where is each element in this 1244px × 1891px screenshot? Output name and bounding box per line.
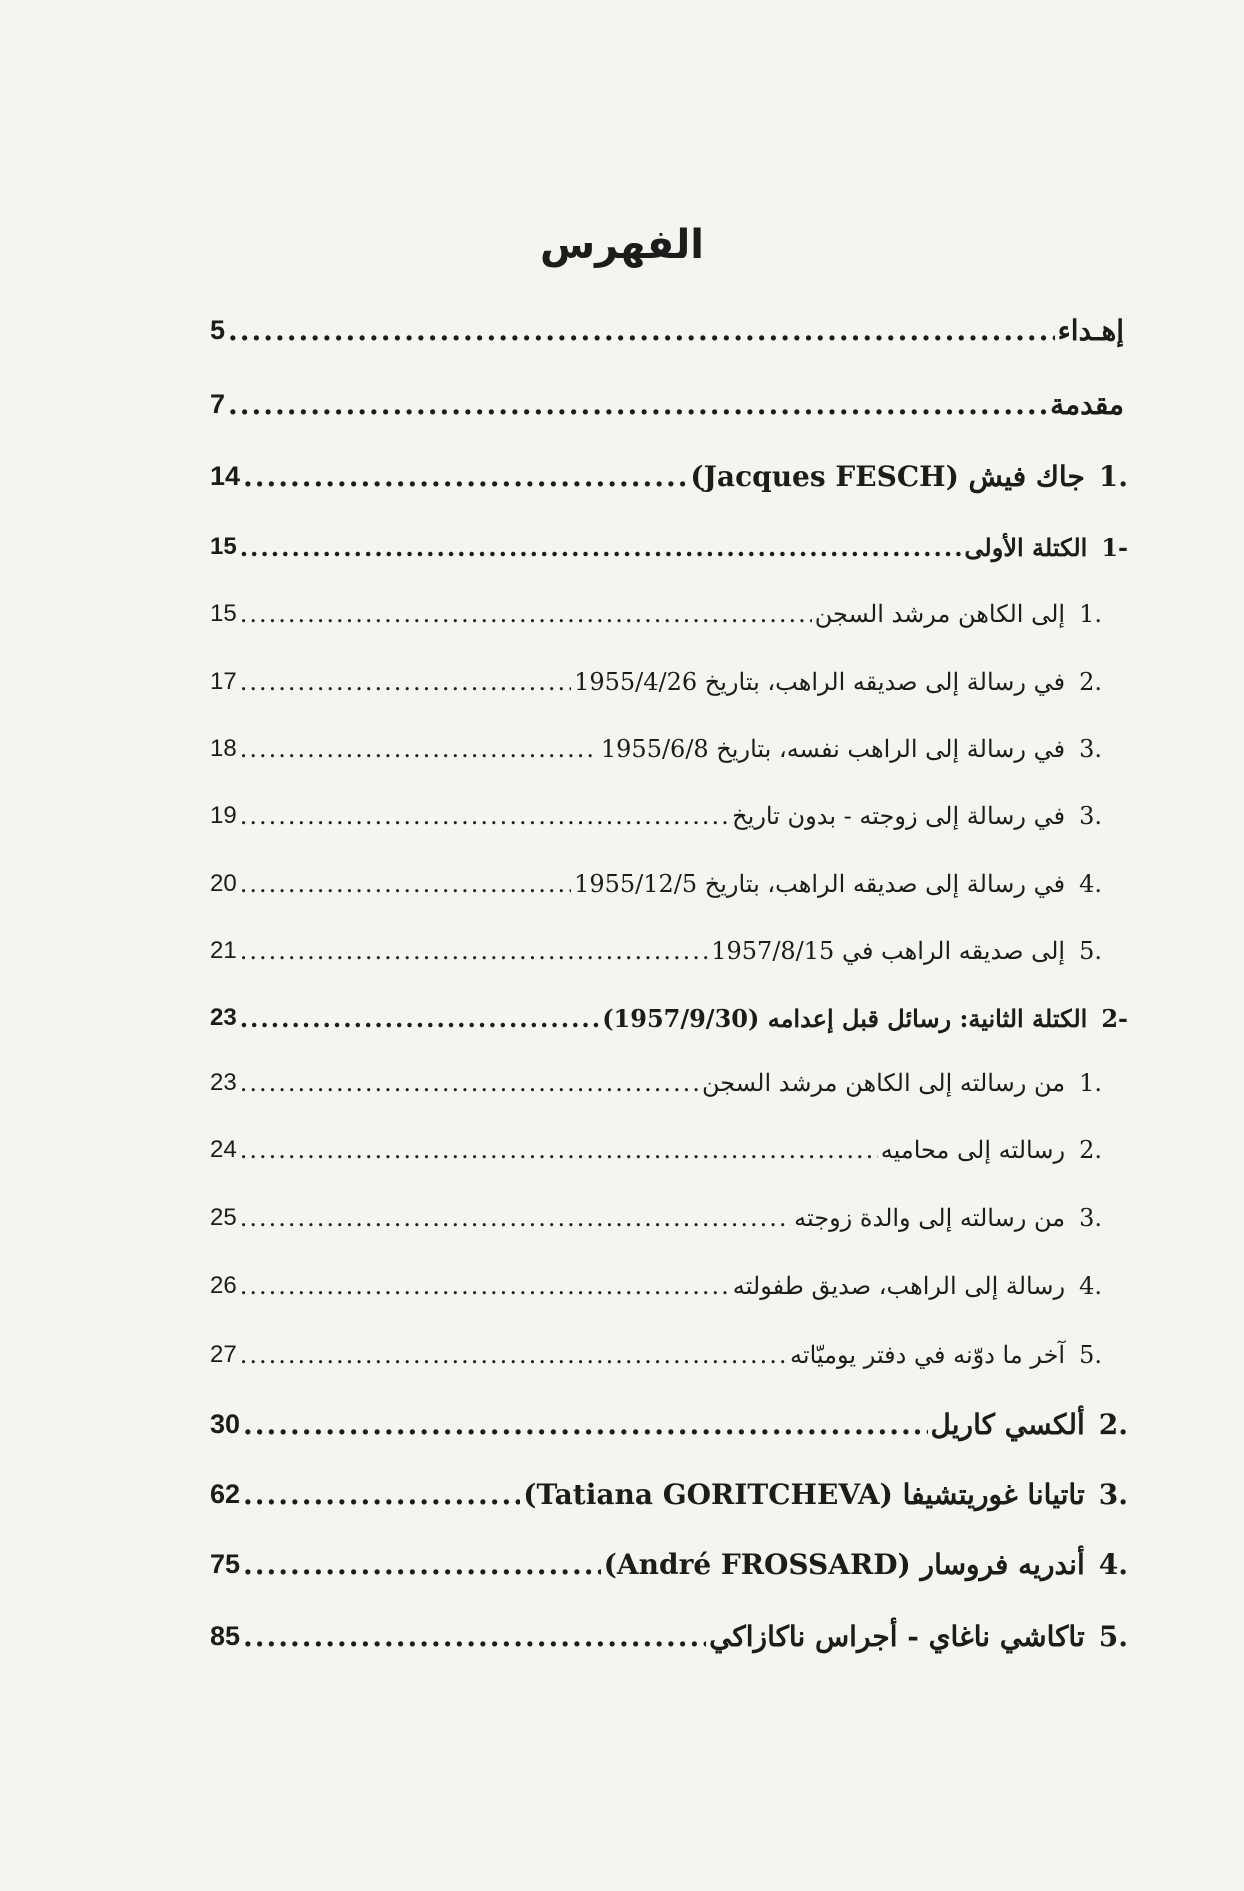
toc-entry bbox=[210, 1616, 1128, 1656]
toc-leader-dots bbox=[240, 1341, 787, 1369]
toc-entry-label: في رسالة إلى زوجته - بدون تاريخ bbox=[732, 802, 1066, 830]
toc-entry-number: .1 bbox=[1079, 1069, 1102, 1097]
toc-entry bbox=[210, 1130, 1128, 1170]
toc-entry-page: 14 bbox=[210, 460, 241, 491]
toc-leader-dots bbox=[228, 388, 1047, 421]
toc-entry-number: .5 bbox=[1079, 1341, 1102, 1369]
toc-entry bbox=[210, 594, 1128, 634]
toc-entry-label: تاتيانا غوريتشيفا (Tatiana GORITCHEVA) bbox=[523, 1477, 1085, 1511]
toc-entry-label: الكتلة الثانية: رسائل قبل إعدامه (1957/9/30) bbox=[602, 1003, 1088, 1033]
toc-entry-page: 30 bbox=[210, 1408, 241, 1439]
toc-entry-page: 27 bbox=[210, 1341, 237, 1368]
toc-entry-page: 5 bbox=[210, 314, 226, 345]
toc-entry-page: 18 bbox=[210, 735, 237, 762]
toc-entry-page: 24 bbox=[210, 1136, 237, 1163]
toc-entry bbox=[210, 1335, 1128, 1375]
toc-entry bbox=[210, 1474, 1128, 1514]
toc-entry-page: 85 bbox=[210, 1620, 241, 1651]
toc-leader-dots bbox=[243, 1620, 706, 1653]
toc-leader-dots bbox=[240, 1136, 878, 1164]
toc-entry-number: .4 bbox=[1079, 870, 1102, 898]
toc-entry bbox=[210, 729, 1128, 769]
toc-entry-page: 75 bbox=[210, 1548, 241, 1579]
toc-entry bbox=[210, 998, 1128, 1038]
toc-leader-dots bbox=[240, 735, 598, 763]
toc-entry-number: .2 bbox=[1079, 1136, 1102, 1164]
toc-entry-label: من رسالته إلى والدة زوجته bbox=[794, 1204, 1066, 1232]
toc-leader-dots bbox=[240, 802, 729, 830]
toc-leader-dots bbox=[243, 1478, 520, 1511]
toc-leader-dots bbox=[240, 600, 812, 628]
toc-leader-dots bbox=[228, 314, 1055, 347]
toc-entry bbox=[210, 384, 1128, 424]
toc-entry-page: 19 bbox=[210, 802, 237, 829]
toc-entry-number: -2 bbox=[1101, 1003, 1128, 1033]
toc-entry bbox=[210, 796, 1128, 836]
toc-entry-page: 7 bbox=[210, 388, 226, 419]
toc-entry-number: .3 bbox=[1079, 1204, 1102, 1232]
toc-entry-number: .4 bbox=[1098, 1547, 1128, 1581]
toc-entry-page: 26 bbox=[210, 1272, 237, 1299]
toc-entry-number: .2 bbox=[1079, 668, 1102, 696]
toc-entry bbox=[210, 1063, 1128, 1103]
toc-entry-number: .4 bbox=[1079, 1272, 1102, 1300]
toc-entry-label: إهـداء bbox=[1057, 313, 1124, 347]
toc-entry-number: .3 bbox=[1098, 1477, 1128, 1511]
toc-entry bbox=[210, 1404, 1128, 1444]
toc-entry-label: مقدمة bbox=[1050, 387, 1124, 421]
toc-entry-page: 62 bbox=[210, 1478, 241, 1509]
toc-entry bbox=[210, 931, 1128, 971]
toc-leader-dots bbox=[243, 460, 687, 493]
toc-entry-label: آخر ما دوّنه في دفتر يوميّاته bbox=[790, 1341, 1066, 1369]
toc-entry-page: 20 bbox=[210, 870, 237, 897]
toc-entry-label: إلى الكاهن مرشد السجن bbox=[814, 600, 1066, 628]
toc-leader-dots bbox=[240, 870, 571, 898]
toc-entry bbox=[210, 456, 1128, 496]
toc-leader-dots bbox=[243, 1408, 928, 1441]
toc-entry-number: .5 bbox=[1079, 937, 1102, 965]
toc-entry-label: الكتلة الأولى bbox=[964, 532, 1088, 562]
toc-entry bbox=[210, 864, 1128, 904]
toc-entry-page: 17 bbox=[210, 668, 237, 695]
toc-entry-number: .3 bbox=[1079, 802, 1102, 830]
toc-entry-number: .2 bbox=[1098, 1407, 1128, 1441]
toc-entry-label: إلى صديقه الراهب في 1957/8/15 bbox=[711, 937, 1066, 965]
toc-leader-dots bbox=[240, 668, 571, 696]
toc-leader-dots bbox=[243, 1548, 601, 1581]
toc-entry-label: رسالته إلى محاميه bbox=[880, 1136, 1066, 1164]
toc-entry-page: 25 bbox=[210, 1204, 237, 1231]
toc-leader-dots bbox=[240, 937, 709, 965]
toc-entry-label: تاكاشي ناغاي - أجراس ناكازاكي bbox=[709, 1619, 1085, 1653]
toc-leader-dots bbox=[240, 1204, 791, 1232]
toc-entry-label: في رسالة إلى صديقه الراهب، بتاريخ 1955/12/5 bbox=[574, 870, 1066, 898]
toc-leader-dots bbox=[240, 1069, 699, 1097]
toc-entry-page: 23 bbox=[210, 1069, 237, 1096]
toc-leader-dots bbox=[240, 1004, 599, 1033]
toc-entry bbox=[210, 1266, 1128, 1306]
toc-entry-label: رسالة إلى الراهب، صديق طفولته bbox=[732, 1272, 1066, 1300]
toc-entry-label: أندريه فروسار (André FROSSARD) bbox=[603, 1547, 1085, 1581]
toc-entry bbox=[210, 1544, 1128, 1584]
toc-entry-number: .1 bbox=[1079, 600, 1102, 628]
toc-entry-page: 15 bbox=[210, 533, 237, 560]
toc-entry bbox=[210, 662, 1128, 702]
toc-leader-dots bbox=[240, 533, 962, 562]
toc-entry-label: جاك فيش (Jacques FESCH) bbox=[690, 459, 1085, 493]
toc-entry-page: 15 bbox=[210, 600, 237, 627]
toc-entry bbox=[210, 527, 1128, 567]
toc-entry-label: في رسالة إلى صديقه الراهب، بتاريخ 1955/4/26 bbox=[574, 668, 1066, 696]
toc-entry-page: 21 bbox=[210, 937, 237, 964]
toc-list bbox=[210, 0, 1128, 1891]
toc-entry-label: في رسالة إلى الراهب نفسه، بتاريخ 1955/6/8 bbox=[600, 735, 1066, 763]
toc-entry bbox=[210, 1198, 1128, 1238]
toc-entry-number: .5 bbox=[1098, 1619, 1128, 1653]
toc-entry-number: .1 bbox=[1098, 459, 1128, 493]
toc-leader-dots bbox=[240, 1272, 730, 1300]
page-title: الفهرس bbox=[539, 222, 704, 268]
toc-entry-label: من رسالته إلى الكاهن مرشد السجن bbox=[701, 1069, 1066, 1097]
toc-entry-page: 23 bbox=[210, 1004, 237, 1031]
toc-entry-label: ألكسي كاريل bbox=[930, 1407, 1085, 1441]
toc-entry bbox=[210, 310, 1128, 350]
toc-entry-number: .3 bbox=[1079, 735, 1102, 763]
toc-entry-number: -1 bbox=[1101, 532, 1128, 562]
